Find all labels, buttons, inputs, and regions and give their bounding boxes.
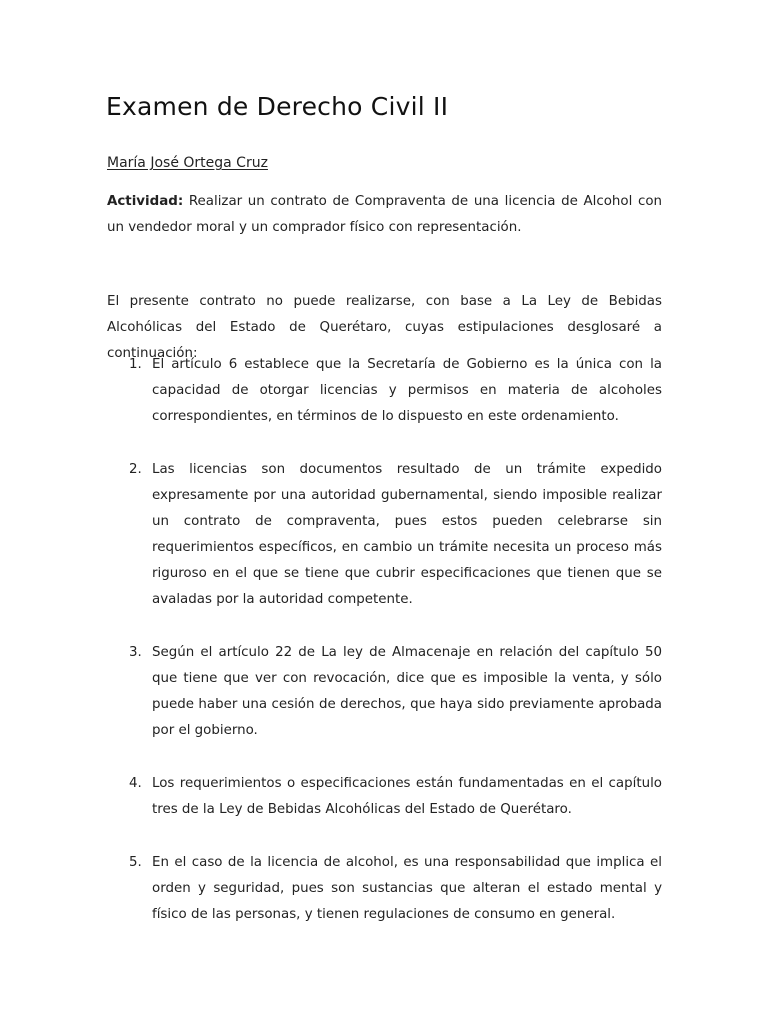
list-item-text: El artículo 6 establece que la Secretaría de Gobierno es la única con la capacidad de otorgar licencias y permisos en materia de alcoholes correspondientes, en términos de lo dispuesto en este ordenamiento. (152, 357, 662, 424)
list-item (107, 640, 662, 744)
list-item-number: 1. (129, 357, 142, 372)
activity-label: Actividad: (107, 194, 184, 209)
author-name: María José Ortega Cruz (107, 155, 268, 171)
list-item-text: En el caso de la licencia de alcohol, es una responsabilidad que implica el orden y seguridad, pues son sustancias que alteran el estado mental y físico de las personas, y tienen regulaciones de consumo en general. (152, 855, 662, 922)
activity-paragraph (107, 189, 662, 241)
list-item-number: 5. (129, 855, 142, 870)
list-item-text: Los requerimientos o especificaciones están fundamentadas en el capítulo tres de la Ley de Bebidas Alcohólicas del Estado de Querétaro. (152, 776, 662, 817)
list-spacer (107, 744, 662, 771)
activity-text: Realizar un contrato de Compraventa de una licencia de Alcohol con un vendedor moral y un comprador físico con representación. (107, 194, 662, 235)
list-item (107, 352, 662, 430)
list-item-text: Según el artículo 22 de La ley de Almacenaje en relación del capítulo 50 que tiene que ver con revocación, dice que es imposible la venta, y sólo puede haber una cesión de derechos, que haya sido previamente aprobada por el gobierno. (152, 645, 662, 738)
list-item-number: 2. (129, 462, 142, 477)
list-item (107, 771, 662, 823)
list-item-number: 3. (129, 645, 142, 660)
numbered-list (107, 352, 662, 928)
document-title: Examen de Derecho Civil II (106, 92, 449, 121)
list-item (107, 850, 662, 928)
list-spacer (107, 823, 662, 850)
list-item-number: 4. (129, 776, 142, 791)
list-spacer (107, 613, 662, 640)
intro-paragraph: El presente contrato no puede realizarse, con base a La Ley de Bebidas Alcohólicas del Estado de Querétaro, cuyas estipulaciones desglosaré a continuación: (107, 294, 662, 361)
list-spacer (107, 430, 662, 457)
list-item (107, 457, 662, 613)
list-item-text: Las licencias son documentos resultado de un trámite expedido expresamente por una autoridad gubernamental, siendo imposible realizar un contrato de compraventa, pues estos pueden celebrarse sin requerimientos específicos, en cambio un trámite necesita un proceso más riguroso en el que se tiene que cubrir especificaciones que tienen que se avaladas por la autoridad competente. (152, 462, 662, 607)
